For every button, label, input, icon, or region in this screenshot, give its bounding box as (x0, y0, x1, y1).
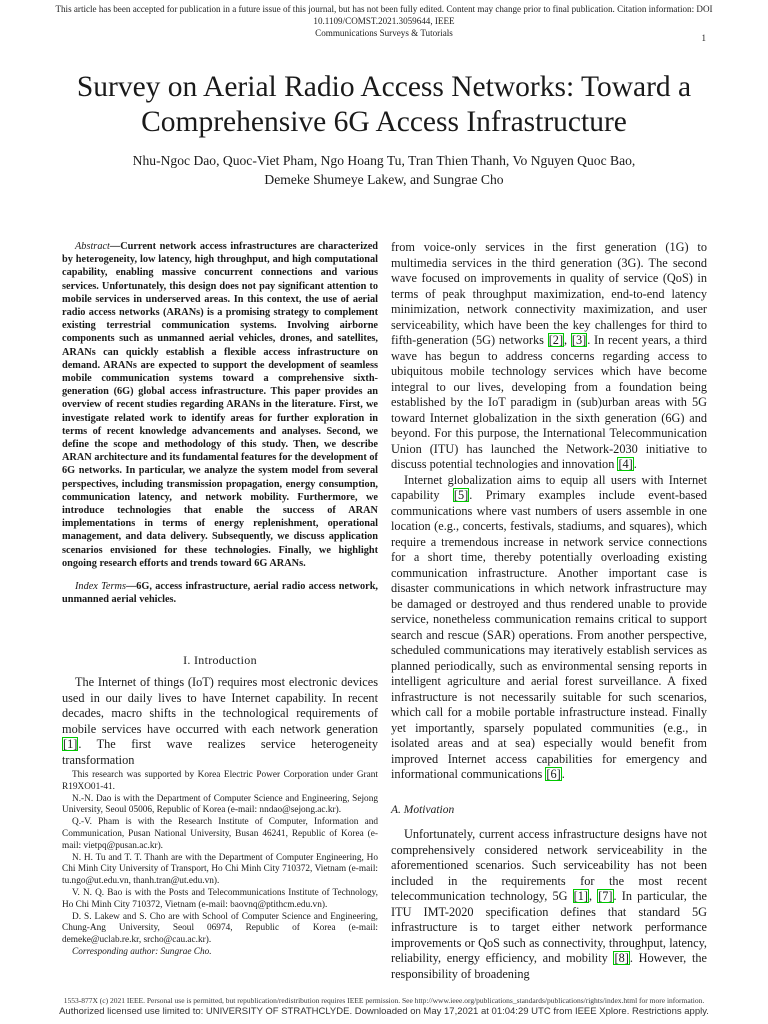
subsection-heading-motivation: A. Motivation (391, 803, 455, 816)
right-column (391, 240, 707, 982)
corresponding-author: Corresponding author: Sungrae Cho. (72, 946, 212, 957)
body-text: from voice-only services in the first generation (1G) to multimedia services in the third generation (3G). The second wave focused on improvements in quality of service (QoS) in terms of peak throughput maximization, end-to-end latency minimization, network connectivity maximization, and user serviceability, which have been the key challenges for third to fifth-generation (5G) networks (391, 240, 707, 347)
introduction-block (62, 675, 378, 768)
citation-link[interactable]: [5] (453, 488, 469, 502)
citation-link[interactable]: [4] (618, 457, 633, 471)
citation-link[interactable]: [1] (573, 889, 588, 903)
footnote: Q.-V. Pham is with the Research Institute of Computer, Information and Communication, Pusan National University, Busan 46241, Republic of Korea (e-mail: vietpq@pusan.ac.kr). (62, 817, 378, 851)
footnote: N.-N. Dao is with the Department of Computer Science and Engineering, Sejong University, Seoul 05006, Republic of Korea (e-mail: nndao@sejong.ac.kr). (62, 793, 378, 816)
paper-title (0, 70, 768, 140)
paper-title-line2: Comprehensive 6G Access Infrastructure (141, 106, 627, 138)
index-terms (62, 580, 378, 606)
footnote: V. N. Q. Bao is with the Posts and Telecommunications Institute of Technology, Ho Chi Minh City 710372, Vietnam (e-mail: baovnq@ptithcm.edu.vn). (62, 887, 378, 910)
citation-link[interactable]: [2] (548, 333, 564, 347)
citation-link[interactable]: [3] (571, 333, 587, 347)
body-text: , (564, 333, 571, 347)
citation-link[interactable]: [1] (63, 737, 78, 751)
publication-notice-line1: This article has been accepted for publication in a future issue of this journal, but has not been fully edited. Content may change prior to final publication. Citation information: DOI 10.1109/COMST.2021.3059644, IEEE (55, 4, 713, 26)
author-list-line1: Nhu-Ngoc Dao, Quoc-Viet Pham, Ngo Hoang Tu, Tran Thien Thanh, Vo Nguyen Quoc Bao, (132, 153, 636, 168)
paper-title-line1: Survey on Aerial Radio Access Networks: Toward a (76, 71, 692, 103)
intro-text-a: The Internet of things (IoT) requires most electronic devices used in our daily lives to have Internet capability. In recent decades, macro shifts in the technological requirements of mobile services have occurred with each network generation (62, 675, 378, 736)
body-text: Unfortunately, current access infrastructure designs have not comprehensively considered network serviceability in the aforementioned scenarios. Such serviceability has not been included in the requirements for the most recent telecommunication technology, 5G (391, 827, 707, 903)
footnotes (62, 770, 378, 959)
intro-text-b: . The first wave realizes service heterogeneity transformation (62, 737, 378, 767)
body-text: . In particular, the ITU IMT-2020 specification defines that standard 5G infrastructure is to target either network performance improvements or QoS such as connectivity, throughput, latency, reliability, energy efficiency, and mobility (391, 889, 707, 965)
citation-link[interactable]: [7] (598, 889, 613, 903)
body-text: . (561, 767, 565, 781)
footnote: D. S. Lakew and S. Cho are with School of Computer Science and Engineering, Chung-Ang University, Seoul 06974, Republic of Korea (e-mail: demeke@uclab.re.kr, srcho@cau.ac.kr). (62, 911, 378, 946)
section-heading-introduction: I. Introduction (183, 653, 257, 667)
publication-notice (0, 3, 768, 39)
citation-link[interactable]: [8] (614, 951, 629, 965)
abstract-text: —Current network access infrastructures are characterized by heterogeneity, low latency, high throughput, and high computational capability, enabling massive concurrent connections and various services. Unfortunately, this design does not pay significant attention to mobile services in underserved areas. In this context, the use of aerial radio access networks (ARANs) is a promising strategy to complement existing terrestrial communication systems. Involving airborne components such as unmanned aerial vehicles, drones, and satellites, ARANs can quickly establish a flexible access infrastructure on demand. ARANs are expected to support the development of seamless mobile communication systems toward a comprehensive sixth-generation (6G) global access infrastructure. This paper provides an overview of recent studies regarding ARANs in the literature. First, we investigate related work to identify areas for further exploration in terms of recent knowledge advancements and analyses. Second, we define the scope and methodology of this study. Then, we describe ARAN architecture and its fundamental features for the development of 6G networks. In particular, we analyze the system model from several perspectives, including transmission propagation, energy consumption, communication latency, and network mobility. Furthermore, we introduce technologies that enable the success of ARAN implementations in terms of energy replenishment, operational management, and data delivery. Subsequently, we discuss application scenarios envisioned for these technologies. Finally, we highlight ongoing research efforts and trends toward 6G ARANs. (62, 241, 378, 569)
introduction-paragraph (62, 675, 378, 768)
abstract-paragraph (62, 240, 378, 570)
index-terms-text: —6G, access infrastructure, aerial radio access network, unmanned aerial vehicles. (62, 581, 378, 606)
body-text: . (633, 457, 637, 471)
body-text: Internet globalization aims to equip all users with Internet capability (391, 472, 707, 502)
citation-link[interactable]: [6] (546, 767, 561, 781)
index-terms-lead: Index Terms (75, 581, 126, 593)
body-text: , (588, 889, 598, 903)
author-list-line2: Demeke Shumeye Lakew, and Sungrae Cho (264, 172, 504, 187)
body-text: . However, the responsibility of broadening (391, 951, 707, 981)
abstract-block (62, 240, 378, 606)
page-number: 1 (701, 33, 706, 43)
body-paragraph (391, 473, 707, 783)
footnote: N. H. Tu and T. T. Thanh are with the Department of Computer Engineering, Ho Chi Minh City University of Transport, Ho Chi Minh City 710372, Vietnam (e-mail: tu.ngo@ut.edu.vn, thanh.tran@ut.edu.vn). (62, 852, 378, 887)
abstract-lead: Abstract (75, 241, 110, 252)
license-notice: Authorized licensed use limited to: UNIVERSITY OF STRATHCLYDE. Downloaded on May 17,2021 at 01:04:29 UTC from IEEE Xplore. Restrictions apply. (59, 1006, 709, 1017)
body-paragraph (391, 827, 707, 982)
body-paragraph (391, 240, 707, 473)
author-list (0, 151, 768, 189)
copyright-notice: 1553-877X (c) 2021 IEEE. Personal use is permitted, but republication/redistribution requires IEEE permission. See http://www.ieee.org/publications_standards/publications/rights/index.html for more information. (63, 996, 705, 1005)
body-text: . Primary examples include event-based communications where vast numbers of users assemble in one location (e.g., concerts, festivals, stadiums, and squares), which require a tremendous increase in network service connections for a short time, thereby potentially overloading existing communication infrastructure. Another important case is disaster communications in which network infrastructure may be damaged or destroyed and thus rendered unable to provide service, nonetheless communication remains critical to support search and rescue (SAR) operations. From another perspective, scheduled communications may iteratively establish services as planned periodically, such as environmental sensing reports in intelligent agriculture and aerial forest surveillance. A fixed infrastructure is not necessarily suitable for such scenarios, which call for a mobile portable infrastructure instead. Finally yet importantly, sparsely populated communities (e.g., in isolated areas and at sea) especially would benefit from improved Internet access capabilities for emergency and informational communications (391, 488, 708, 781)
footnote: This research was supported by Korea Electric Power Corporation under Grant R19XO01-41. (62, 770, 378, 792)
publication-notice-line2: Communications Surveys & Tutorials (315, 28, 453, 38)
body-text: . In recent years, a third wave has begun to address concerns regarding access to ubiquitous mobile technology services which have become integral to our lives, developing from a foundation being established by the IoT paradigm in (sub)urban areas with 5G toward Internet globalization in the sixth generation (6G) and beyond. For this purpose, the International Telecommunication Union (ITU) has launched the Network-2030 initiative to discuss potential technologies and innovation (391, 333, 707, 471)
